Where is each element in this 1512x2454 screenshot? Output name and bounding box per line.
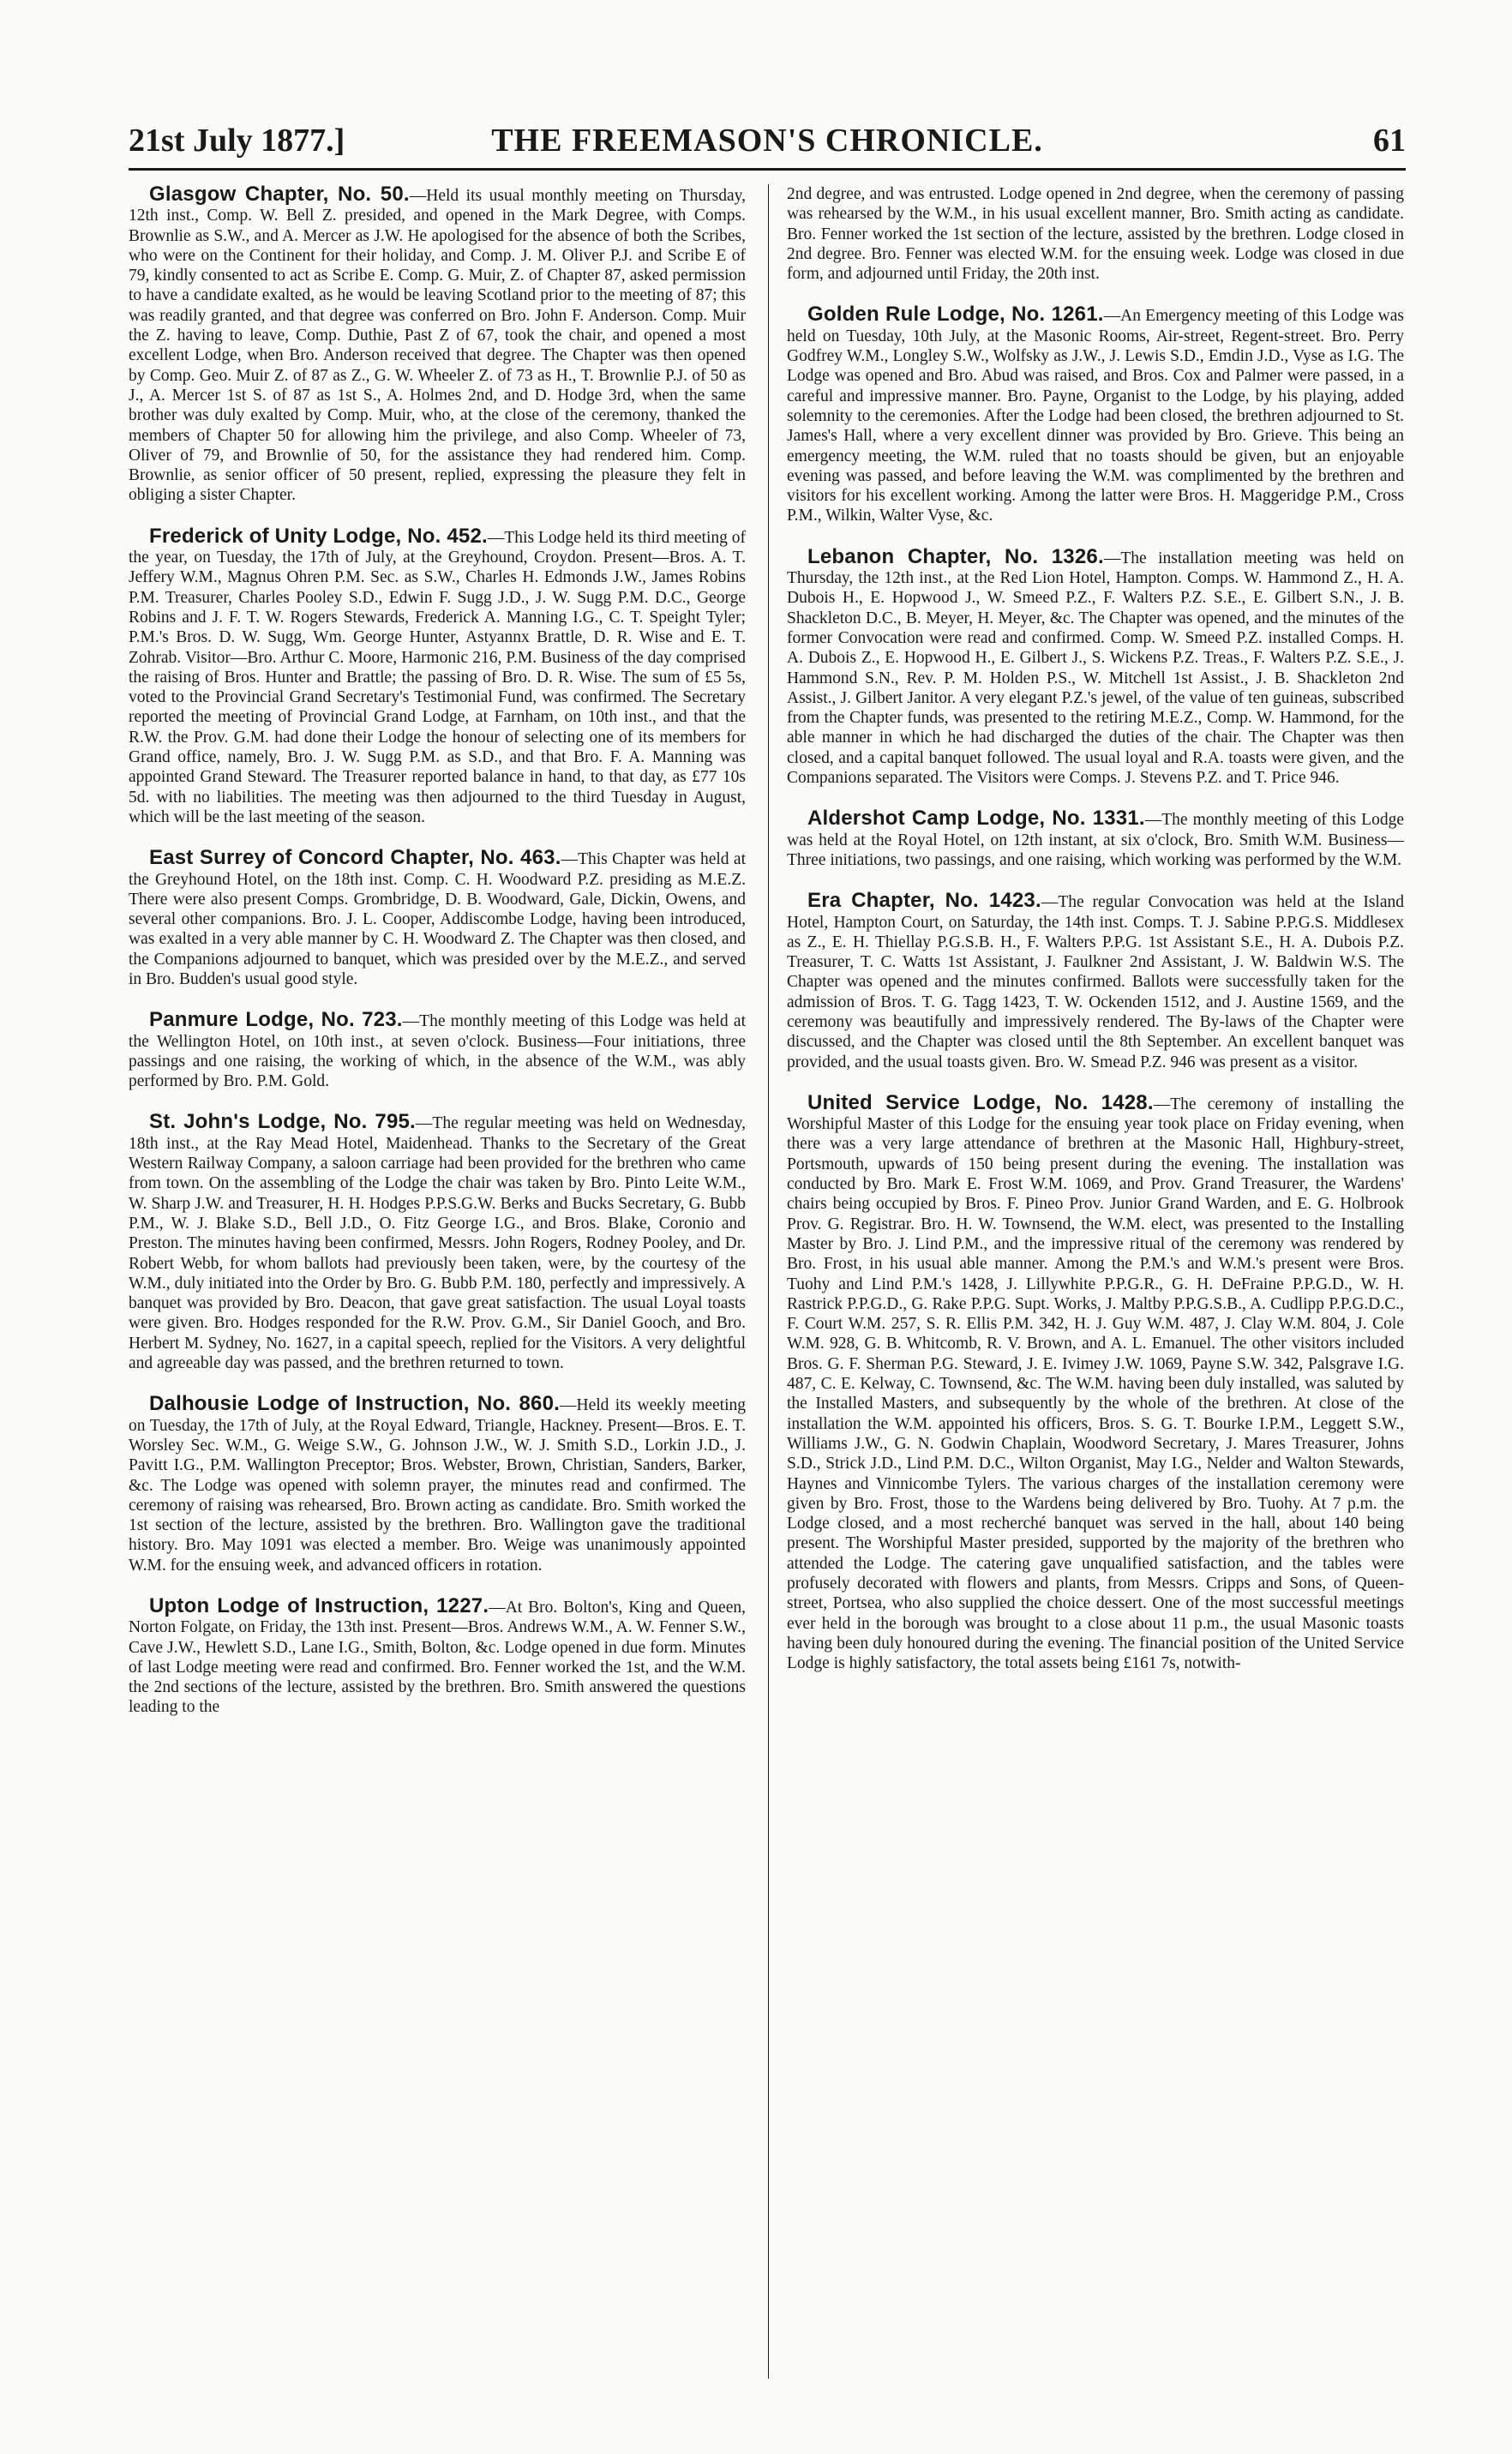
article-title: Glasgow Chapter, No. 50.	[149, 183, 410, 206]
article-dalhousie-lodge-of-instruction	[129, 1394, 746, 1575]
article-title: Era Chapter, No. 1423.	[807, 889, 1041, 913]
article-united-service-lodge	[787, 1090, 1404, 1674]
article-title: Upton Lodge of Instruction, 1227.	[149, 1594, 489, 1617]
article-title: St. John's Lodge, No. 795.	[149, 1110, 416, 1134]
article-title: Dalhousie Lodge of Instruction, No. 860.	[149, 1392, 561, 1416]
article-title: Panmure Lodge, No. 723.	[149, 1008, 403, 1032]
article-title: United Service Lodge, No. 1428.	[807, 1090, 1154, 1114]
article-body: —An Emergency meeting of this Lodge was held on Tuesday, 10th July, at the Masonic Rooms, Air-street, Regent-street. Bro. Perry Godfrey W.M., Longley S.W., Wolfsky as J.W., J. Lewis S.D., Emdin J.D., Vyse as I.G. The Lodge was opened and Bro. Abud was raised, and Bros. Cox and Palmer were passed, in a careful and impressive manner. Bro. Payne, Organist to the Lodge, by his playing, added solemnity to the ceremonies. After the Lodge had been closed, the brethren adjourned to St. James's Hall, where a very excellent dinner was provided by Bro. Grieve. This being an emergency meeting, the W.M. ruled that no toasts should be given, but an enjoyable evening was passed, and before leaving the W.M. was complimented by the brethren and visitors for his excellent working. Among the latter were Bros. H. Maggeridge P.M., Cross P.M., Wilkin, Walter Vyse, &c.	[787, 307, 1404, 525]
article-body: —The monthly meeting of this Lodge was held at the Royal Hotel, on 12th instant, at six o'clock, Bro. Smith W.M. Business—Three initiations, two passings, and one raising, which working was performed by the W.M.	[787, 811, 1404, 869]
article-frederick-of-unity-lodge	[129, 526, 746, 827]
article-lebanon-chapter	[787, 544, 1404, 789]
article-upton-lodge-continuation	[787, 184, 1404, 284]
publication-title: THE FREEMASON'S CHRONICLE.	[491, 123, 1043, 159]
article-body: —The regular meeting was held on Wednesday, 18th inst., at the Ray Mead Hotel, Maidenhead. Thanks to the Secretary of the Great Western Railway Company, a saloon carriage had been provided for the brethren who came from town. On the assembling of the Lodge the chair was taken by Bro. Pinto Leite W.M., W. Sharp J.W. and Treasurer, H. H. Hodges P.P.S.G.W. Berks and Bucks Secretary, G. Bubb P.M., W. J. Blake S.D., Bell J.D., O. Fitz George I.G., and Bros. Blake, Coronio and Preston. The minutes having been confirmed, Messrs. John Rogers, Rodney Pooley, and Dr. Robert Webb, for whom ballots had previously been taken, were, by the courtesy of the W.M., duly initiated into the Order by Bro. G. Bubb P.M. 180, perfectly and impressively. A banquet was provided by Bro. Deacon, that gave great satisfaction. The usual Loyal toasts were given. Bro. Hodges responded for the R.W. Prov. G.M., Sir Daniel Gooch, and Bro. Herbert M. Sydney, No. 1627, in a capital speech, replied for the Visitors. A very delightful and agreeable day was passed, and the brethren returned to town.	[129, 1114, 746, 1373]
article-panmure-lodge	[129, 1010, 746, 1091]
header-rule	[129, 168, 1406, 171]
article-glasgow-chapter	[129, 184, 746, 506]
left-column	[129, 184, 746, 2379]
article-east-surrey-of-concord-chapter	[129, 848, 746, 989]
article-body: —At Bro. Bolton's, King and Queen, Norton Folgate, on Friday, the 13th inst. Present—Bros. Andrews W.M., A. W. Fenner S.W., Cave J.W., Hewlett S.D., Lane I.G., Smith, Bolton, &c. Lodge opened in due form. Minutes of last Lodge meeting were read and confirmed. Bro. Fenner worked the 1st, and the W.M. the 2nd sections of the lecture, assisted by the brethren. Bro. Smith answered the questions leading to the	[129, 1599, 746, 1717]
article-body: —Held its usual monthly meeting on Thursday, 12th inst., Comp. W. Bell Z. presided, and opened in the Mark Degree, with Comps. Brownlie as S.W., and A. Mercer as J.W. He apologised for the absence of both the Scribes, who were on the Continent for their holiday, and Comp. J. M. Oliver P.J. and Scribe E of 79, kindly consented to act as Scribe E. Comp. G. Muir, Z. of Chapter 87, asked permission to have a candidate exalted, as he would be leaving Scotland prior to the meeting of 87; this was readily granted, and that degree was conferred on Bro. John F. Anderson. Comp. Muir the Z. having to leave, Comp. Duthie, Past Z of 67, took the chair, and opened a most excellent Lodge, when Bro. Anderson received that degree. The Chapter was then opened by Comp. Geo. Muir Z. of 87 as Z., G. W. Wheeler Z. of 73 as H., T. Brownlie P.J. of 50 as J., A. Mercer 1st S. of 87 as 1st S., A. Holmes 2nd, and D. Hodge 3rd, when the same brother was duly exalted by Comp. Muir, who, at the close of the ceremony, thanked the members of Chapter 50 for allowing him the privilege, and also Comp. Wheeler of 73, Oliver of 79, and Brownlie of 50, for the assistance they had rendered him. Comp. Brownlie, as senior officer of 50 present, replied, expressing the pleasure they felt in obliging a sister Chapter.	[129, 187, 746, 505]
issue-date: 21st July 1877.]	[129, 123, 345, 159]
article-title: Golden Rule Lodge, No. 1261.	[807, 303, 1104, 327]
article-body: —This Lodge held its third meeting of the year, on Tuesday, the 17th of July, at the Greyhound, Croydon. Present—Bros. A. T. Jeffery W.M., Magnus Ohren P.M. Sec. as S.W., Charles H. Edmonds J.W., James Robins P.M. Treasurer, Charles Pooley S.D., Edwin F. Sugg J.D., J. W. Sugg P.M. D.C., George Robins and J. F. T. W. Rogers Stewards, Frederick A. Manning I.G., C. T. Speight Tyler; P.M.'s Bros. D. W. Sugg, Wm. George Hunter, Astyannx Brattle, D. R. Wise and E. T. Zohrab. Visitor—Bro. Arthur C. Moore, Harmonic 216, P.M. Business of the day comprised the raising of Bros. Hunter and Brattle; the passing of Bro. D. R. Wise. The sum of £5 5s, voted to the Provincial Grand Secretary's Testimonial Fund, was confirmed. The Secretary reported the meeting of Provincial Grand Lodge, at Farnham, on 10th inst., and that the R.W. the Prov. G.M. had done their Lodge the honour of selecting one of its members for Grand office, namely, Bro. J. W. Sugg P.M. as S.D., and that Bro. F. A. Manning was appointed Grand Steward. The Treasurer reported balance in hand, to that day, as £77 10s 5d. with no liabilities. The meeting was then adjourned to the third Tuesday in August, which will be the last meeting of the season.	[129, 528, 747, 826]
article-body: —Held its weekly meeting on Tuesday, the 17th of July, at the Royal Edward, Triangle, Hackney. Present—Bros. E. T. Worsley Sec. W.M., G. Weige S.W., G. Johnson J.W., W. J. Smith S.D., Lorkin J.D., J. Pavitt I.G., P.M. Wallington Preceptor; Bros. Webster, Brown, Christian, Sanders, Barker, &c. The Lodge was opened with solemn prayer, the minutes read and confirmed. The ceremony of raising was rehearsed, Bro. Brown acting as candidate. Bro. Smith worked the 1st section of the lecture, assisted by the brethren. Bro. Wallington gave the traditional history. Bro. May 1091 was elected a member. Bro. Weige was unanimously appointed W.M. for the ensuing week, and advanced officers in rotation.	[129, 1396, 746, 1575]
page-number: 61	[1373, 123, 1406, 159]
article-upton-lodge-of-instruction	[129, 1596, 746, 1718]
article-title: Lebanon Chapter, No. 1326.	[807, 544, 1104, 568]
article-title: East Surrey of Concord Chapter, No. 463.	[149, 846, 561, 870]
article-body: —The ceremony of installing the Worshipful Master of this Lodge for the ensuing year took place on Friday evening, when there was a very large attendance of brethren at the Masonic Hall, Highbury-street, Portsmouth, upwards of 150 being present during the evening. The installation was conducted by Bro. Mark E. Frost W.M. 1069, and Prov. Grand Treasurer, the Wardens' chairs being occupied by Bros. F. Pineo Prov. Junior Grand Warden, and E. G. Holbrook Prov. G. Registrar. Bro. H. W. Townsend, the W.M. elect, was presented to the Installing Master by Bro. J. Lind P.M., and the impressive ritual of the ceremony was rendered by Bro. Frost, in his usual able manner. Among the P.M.'s and W.M.'s present were Bros. Tuohy and Lind P.M.'s 1428, J. Lillywhite P.P.G.R., G. H. DeFraine P.P.G.D., W. H. Rastrick P.P.G.D., G. Rake P.P.G. Supt. Works, J. Maltby P.P.G.S.B., A. Cudlipp P.P.G.D.C., F. Court W.M. 257, S. R. Ellis P.M. 342, H. J. Guy W.M. 487, J. Clay W.M. 804, J. Cole W.M. 928, G. B. Whitcomb, R. V. Brown, and A. L. Emanuel. The other visitors included Bros. G. F. Sherman P.G. Steward, J. E. Ivimey J.W. 1069, Payne S.W. 342, Palsgrave I.G. 487, C. E. Kelway, C. Townsend, &c. The W.M. having been duly installed, was saluted by the Installed Masters, and subsequently by the whole of the brethren. At close of the installation the W.M. appointed his officers, Bros. S. G. T. Bourke I.P.M., Leggett S.W., Williams J.W., G. N. Godwin Chaplain, Woodword Secretary, J. Mares Treasurer, Johns S.D., Strick J.D., Lind P.M. D.C., Wilton Organist, May I.G., Nelder and Walton Stewards, Haynes and Vinnicombe Tylers. The various charges of the installation ceremony were given by Bro. Frost, those to the Wardens being delivered by Bro. Tuohy. At 7 p.m. the Lodge closed, and a most recherché banquet was served in the hall, about 140 being present. The Worshipful Master presided, supported by the majority of the brethren who attended the Lodge. The catering gave unqualified satisfaction, and the tables were profusely decorated with flowers and plants, from Messrs. Cripps and Sons, of Queen-street, Portsea, who also supplied the choice dessert. One of the most successful meetings ever held in the borough was brought to a close about 11 p.m., the usual Masonic toasts having been duly honoured during the evening. The financial position of the United Service Lodge is highly satisfactory, the total assets being £161 7s, notwith-	[787, 1095, 1404, 1673]
article-title: Frederick of Unity Lodge, No. 452.	[149, 524, 488, 548]
article-body: —The installation meeting was held on Thursday, the 12th inst., at the Red Lion Hotel, Hampton. Comps. W. Hammond Z., H. A. Dubois H., E. Hopwood J., W. Smeed P.Z., F. Walters P.Z. S.E., E. Gilbert S.N., J. B. Shackleton D.C., B. Meyer, H. Meyer, &c. The Chapter was opened, and the minutes of the former Convocation were read and confirmed. Comp. W. Smeed P.Z. installed Comps. H. A. Dubois Z., E. Hopwood H., E. Gilbert J., S. Wickens P.Z. Treas., F. Walters P.Z. S.E., J. Hammond S.N., Rev. P. M. Holden P.S., W. Mitchell 1st Assist., J. B. Shackleton 2nd Assist., J. Gilbert Janitor. A very elegant P.Z.'s jewel, of the value of ten guineas, subscribed from the Chapter funds, was presented to the retiring M.E.Z., Comp. W. Hammond, for the able manner in which he had discharged the duties of the chair. The Chapter was then closed, and a capital banquet followed. The usual loyal and R.A. toasts were given, and the Companions separated. The Visitors were Comps. J. Stevens P.Z. and T. Price 946.	[787, 549, 1404, 788]
article-golden-rule-lodge	[787, 304, 1404, 525]
article-era-chapter	[787, 891, 1404, 1072]
page-header	[129, 120, 1406, 168]
article-body: —The monthly meeting of this Lodge was held at the Wellington Hotel, on 10th inst., at seven o'clock. Business—Four initiations, three passings and one raising, the working of which, in the absence of the W.M., was ably performed by Bro. P.M. Gold.	[129, 1012, 746, 1091]
column-divider	[768, 184, 769, 2379]
article-body: 2nd degree, and was entrusted. Lodge opened in 2nd degree, when the ceremony of passing was rehearsed by the W.M., in his usual excellent manner, Bro. Smith acting as candidate. Bro. Fenner worked the 1st section of the lecture, assisted by the brethren. Lodge closed in 2nd degree. Bro. Fenner was elected W.M. for the ensuing week. Lodge was closed in due form, and adjourned until Friday, the 20th inst.	[787, 185, 1404, 284]
article-body: —The regular Convocation was held at the Island Hotel, Hampton Court, on Saturday, the 14th inst. Comps. T. J. Sabine P.P.G.S. Middlesex as Z., E. H. Thiellay P.G.S.B. H., F. Walters P.P.G. 1st Assistant S.E., H. A. Dubois P.Z. Treasurer, T. C. Watts 1st Assistant, J. Faulkner 2nd Assistant, J. W. Baldwin W.S. The Chapter was opened and the minutes confirmed. Ballots were successfully taken for the admission of Bros. T. G. Tagg 1423, T. W. Ockenden 1512, and J. Austine 1569, and the ceremony was beautifully and impressively rendered. The By-laws of the Chapter were discussed, and the Chapter was closed until the 8th September. An excellent banquet was provided, and the usual toasts given. Bro. W. Smead P.Z. 946 was present as a visitor.	[787, 893, 1404, 1071]
article-st-johns-lodge	[129, 1112, 746, 1373]
article-aldershot-camp-lodge	[787, 808, 1404, 870]
article-title: Aldershot Camp Lodge, No. 1331.	[807, 807, 1145, 831]
article-body: —This Chapter was held at the Greyhound Hotel, on the 18th inst. Comp. C. H. Woodward P.Z. presiding as M.E.Z. There were also present Comps. Grombridge, D. B. Woodward, Gale, Dickin, Owens, and several other companions. Bro. J. L. Cooper, Addiscombe Lodge, having been introduced, was exalted in a very able manner by C. H. Woodward Z. The Chapter was then closed, and the Companions adjourned to banquet, which was presided over by the M.E.Z., and served in Bro. Budden's usual good style.	[129, 850, 746, 988]
right-column	[787, 184, 1404, 2379]
